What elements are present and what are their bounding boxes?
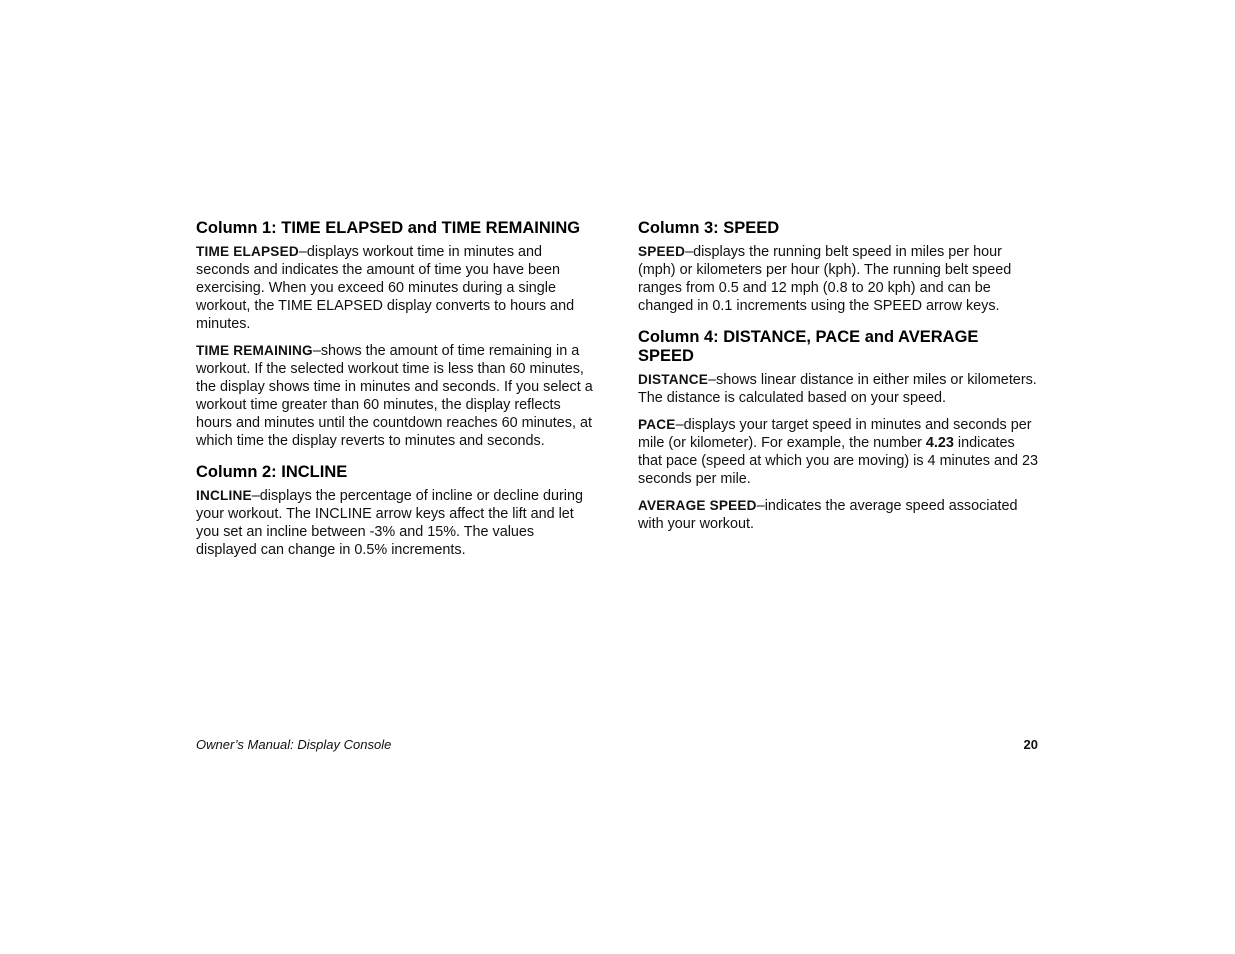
column-4-section xyxy=(638,328,1038,533)
right-column xyxy=(638,219,1038,533)
time-remaining-text: –shows the amount of time remaining in a workout. If the selected workout time is less than 60 minutes, the display shows time in minutes and seconds. If you select a workout time greater than 60 minutes, the display reflects hours and minutes until the countdown reaches 60 minutes, at which time the display reverts to minutes and seconds. xyxy=(196,343,593,449)
time-elapsed-text: –displays workout time in minutes and seconds and indicates the amount of time you have been exercising. When you exceed 60 minutes during a single workout, the TIME ELAPSED display converts to hours and minutes. xyxy=(196,244,575,332)
time-elapsed-paragraph xyxy=(196,243,596,333)
average-speed-paragraph xyxy=(638,497,1038,533)
average-speed-text: –indicates the average speed associated with your workout. xyxy=(638,498,1018,532)
pace-paragraph xyxy=(638,416,1038,488)
column-1-section xyxy=(196,219,596,450)
speed-text: –displays the running belt speed in miles per hour (mph) or kilometers per hour (kph). The running belt speed ranges from 0.5 and 12 mph (0.8 to 20 kph) and can be changed in 0.1 increments using the SPEED arrow keys. xyxy=(638,244,1012,314)
page-number: 20 xyxy=(1023,737,1038,752)
column-3-heading: Column 3: SPEED xyxy=(638,219,780,237)
footer-title: Owner’s Manual: Display Console xyxy=(196,737,392,752)
time-remaining-paragraph xyxy=(196,342,596,450)
distance-term: DISTANCE xyxy=(638,372,709,387)
column-1-heading: Column 1: TIME ELAPSED and TIME REMAINING xyxy=(196,219,581,237)
column-2-heading: Column 2: INCLINE xyxy=(196,463,348,481)
left-column xyxy=(196,219,596,559)
speed-paragraph xyxy=(638,243,1038,315)
pace-text-before: –displays your target speed in minutes and seconds per mile (or kilometer). For example, the number xyxy=(638,417,1032,451)
column-4-heading: Column 4: DISTANCE, PACE and AVERAGE SPEED xyxy=(638,328,979,365)
column-3-section xyxy=(638,219,1038,315)
time-remaining-term: TIME REMAINING xyxy=(196,343,313,358)
pace-term: PACE xyxy=(638,417,676,432)
column-2-section xyxy=(196,463,596,559)
pace-example-number: 4.23 xyxy=(925,435,954,451)
pace-text-after: indicates that pace (speed at which you are moving) is 4 minutes and 23 seconds per mile. xyxy=(638,435,1038,487)
average-speed-term: AVERAGE SPEED xyxy=(638,498,757,513)
speed-term: SPEED xyxy=(638,244,686,259)
distance-paragraph xyxy=(638,371,1038,407)
distance-text: –shows linear distance in either miles or kilometers. The distance is calculated based on your speed. xyxy=(638,372,1037,406)
incline-text: –displays the percentage of incline or decline during your workout. The INCLINE arrow keys affect the lift and let you set an incline between -3% and 15%. The values displayed can change in 0.5% increments. xyxy=(196,488,583,558)
incline-paragraph xyxy=(196,487,596,559)
time-elapsed-term: TIME ELAPSED xyxy=(196,244,299,259)
incline-term: INCLINE xyxy=(196,488,252,503)
